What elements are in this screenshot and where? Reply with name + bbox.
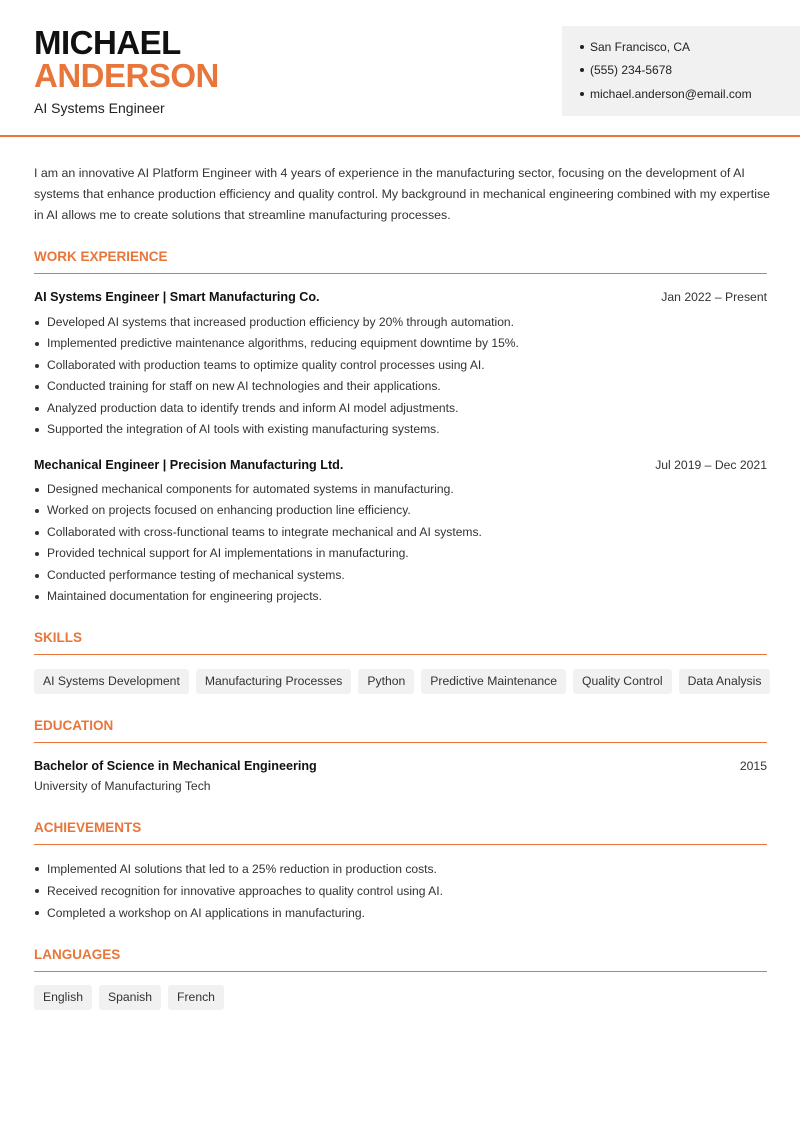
list-item: Conducted performance testing of mechanical systems. [34, 565, 767, 586]
language-tag: English [34, 985, 92, 1010]
education-year: 2015 [739, 759, 767, 773]
job-role: AI Systems Engineer | Smart Manufacturing Co. [34, 290, 320, 304]
job-dates: Jan 2022 – Present [661, 290, 767, 304]
job-header [34, 458, 767, 472]
skill-tag: Data Analysis [679, 669, 771, 694]
summary: I am an innovative AI Platform Engineer with 4 years of experience in the manufacturing sector, focusing on the development of AI systems that enhance production efficiency and quality control. My background in mechanical engineering combined with my expertise in AI allows me to create solutions that streamline manufacturing processes. [34, 166, 771, 222]
education-degree: Bachelor of Science in Mechanical Engineering [34, 759, 317, 773]
job-header [34, 290, 767, 304]
list-item: Developed AI systems that increased production efficiency by 20% through automation. [34, 312, 767, 333]
skill-tag: Quality Control [573, 669, 672, 694]
list-item: Implemented AI solutions that led to a 25% reduction in production costs. [34, 858, 767, 880]
bullet-icon [580, 92, 584, 96]
section-title-achievements: ACHIEVEMENTS [34, 820, 767, 845]
list-item: Received recognition for innovative approaches to quality control using AI. [34, 880, 767, 902]
education-school: University of Manufacturing Tech [34, 779, 211, 793]
section-title-skills: SKILLS [34, 630, 767, 655]
resume-header [0, 0, 800, 137]
language-tag: Spanish [99, 985, 161, 1010]
job-bullets [34, 312, 767, 440]
bullet-icon [580, 68, 584, 72]
list-item: Designed mechanical components for automated systems in manufacturing. [34, 479, 767, 500]
job-dates: Jul 2019 – Dec 2021 [655, 458, 767, 472]
section-title-languages: LANGUAGES [34, 947, 767, 972]
list-item: Implemented predictive maintenance algorithms, reducing equipment downtime by 15%. [34, 333, 767, 354]
skill-tag: Python [358, 669, 414, 694]
list-item: Worked on projects focused on enhancing production line efficiency. [34, 500, 767, 521]
email-text: michael.anderson@email.com [590, 87, 752, 101]
contact-location [580, 40, 690, 54]
last-name: ANDERSON [34, 57, 219, 94]
list-item: Collaborated with cross-functional teams to integrate mechanical and AI systems. [34, 522, 767, 543]
section-title-education: EDUCATION [34, 718, 767, 743]
list-item: Analyzed production data to identify trends and inform AI model adjustments. [34, 398, 767, 419]
list-item: Maintained documentation for engineering projects. [34, 586, 767, 607]
list-item: Completed a workshop on AI applications in manufacturing. [34, 902, 767, 924]
skills-list [34, 669, 770, 694]
languages-list [34, 985, 224, 1010]
achievements-list [34, 858, 767, 924]
skill-tag: AI Systems Development [34, 669, 189, 694]
job-role: Mechanical Engineer | Precision Manufacturing Ltd. [34, 458, 344, 472]
language-tag: French [168, 985, 224, 1010]
contact-box [562, 26, 800, 116]
skill-tag: Predictive Maintenance [421, 669, 566, 694]
section-title-work: WORK EXPERIENCE [34, 249, 767, 274]
contact-phone [580, 63, 672, 77]
list-item: Provided technical support for AI implementations in manufacturing. [34, 543, 767, 564]
list-item: Collaborated with production teams to optimize quality control processes using AI. [34, 355, 767, 376]
skill-tag: Manufacturing Processes [196, 669, 352, 694]
contact-email [580, 87, 752, 101]
first-name: MICHAEL [34, 24, 181, 61]
list-item: Supported the integration of AI tools with existing manufacturing systems. [34, 419, 767, 440]
job-bullets [34, 479, 767, 607]
list-item: Conducted training for staff on new AI technologies and their applications. [34, 376, 767, 397]
phone-text: (555) 234-5678 [590, 63, 673, 77]
job-title: AI Systems Engineer [34, 100, 165, 116]
bullet-icon [580, 45, 584, 49]
location-text: San Francisco, CA [590, 40, 691, 54]
